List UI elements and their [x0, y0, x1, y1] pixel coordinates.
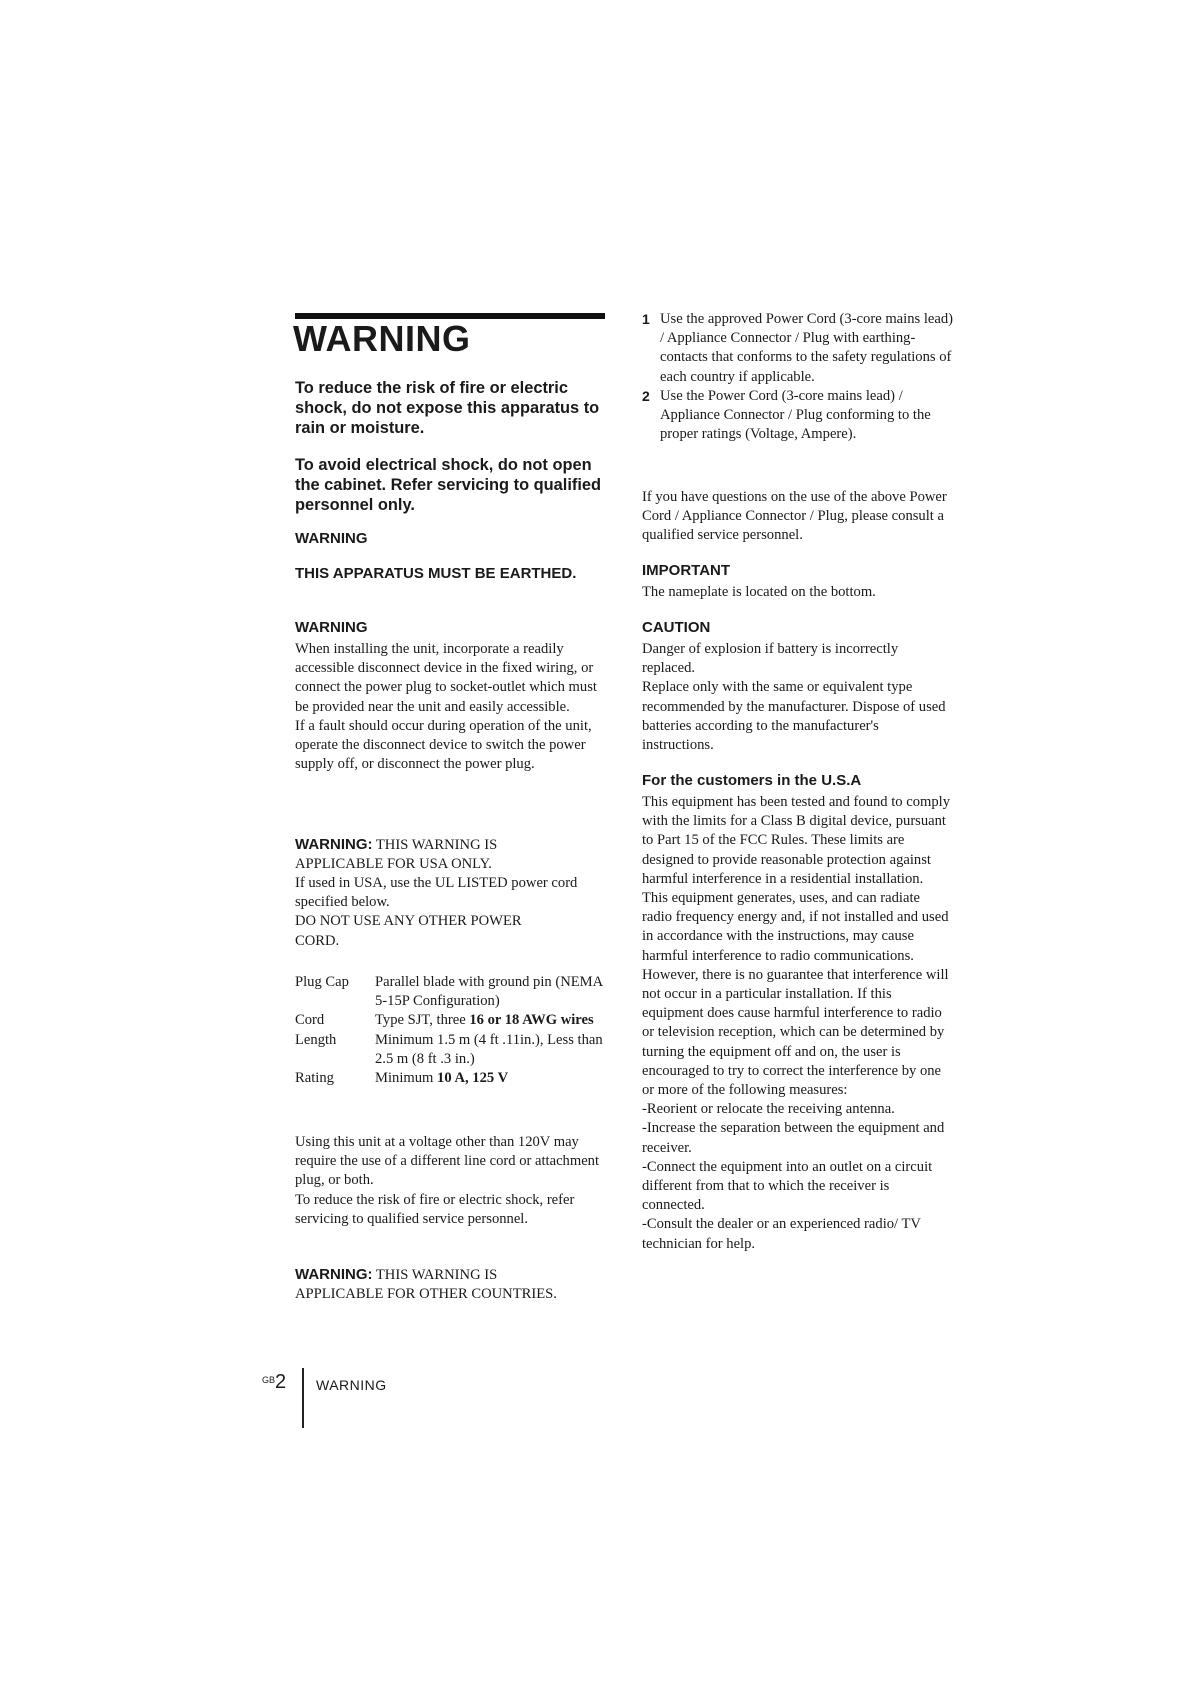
important-heading: IMPORTANT [642, 562, 731, 579]
risk-warning-lead: To reduce the risk of fire or electric shock, do not expose this apparatus to rain or moisture. [295, 379, 600, 437]
usa-warning-text [295, 874, 605, 951]
install-warning-paragraph: When installing the unit, incorporate a readily accessible disconnect device in the fixed wiring, or connect the power plug to socket-outlet which must be provided near the unit and easily accessible. [295, 641, 597, 715]
warning-heading-1: WARNING [295, 530, 368, 547]
voltage-paragraph: Using this unit at a voltage other than 120V may require the use of a different line cord or attachment plug, or both. [295, 1134, 600, 1189]
spec-row [295, 1011, 605, 1030]
caution-text [642, 640, 952, 755]
usa-warning-label: WARNING: [295, 836, 373, 853]
measure-item: -Reorient or relocate the receiving antenna. [642, 1101, 895, 1118]
caution-paragraph: Danger of explosion if battery is incorrectly replaced. [642, 641, 899, 677]
spec-row [295, 1031, 605, 1069]
other-countries-heading [295, 1265, 565, 1304]
questions-paragraph: If you have questions on the use of the above Power Cord / Appliance Connector / Plug, please consult a qualified service personnel. [642, 489, 947, 544]
usa-no-other-cord: DO NOT USE ANY OTHER POWER CORD. [295, 913, 522, 949]
servicing-paragraph: To reduce the risk of fire or electric shock, refer servicing to qualified service personnel. [295, 1191, 575, 1227]
shock-warning-lead: To avoid electrical shock, do not open the cabinet. Refer servicing to qualified personnel only. [295, 456, 602, 514]
usa-cord-paragraph: If used in USA, use the UL LISTED power cord specified below. [295, 875, 578, 911]
spec-key: Plug Cap [295, 974, 349, 990]
earthed-heading: THIS APPARATUS MUST BE EARTHED. [295, 565, 577, 582]
measure-item: -Connect the equipment into an outlet on a circuit different from that to which the receiver is connected. [642, 1158, 933, 1214]
spec-row [295, 1069, 605, 1088]
list-number: 1 [642, 311, 650, 327]
battery-paragraph: Replace only with the same or equivalent type recommended by the manufacturer. Dispose of used batteries according to the manufacturer's instructions. [642, 679, 946, 754]
page-number [262, 1371, 286, 1394]
usa-warning-label-rest: THIS WARNING IS APPLICABLE FOR USA ONLY. [295, 837, 498, 873]
spec-value-bold: 16 or 18 AWG wires [469, 1012, 594, 1029]
other-warning-label: WARNING: [295, 1266, 373, 1283]
list-item [642, 310, 954, 387]
page-title: WARNING [293, 318, 471, 359]
page-number-value: 2 [275, 1371, 287, 1393]
spec-value: Minimum [375, 1070, 438, 1087]
list-text: Use the approved Power Cord (3-core mains lead) / Appliance Connector / Plug with earthing-contacts that conforms to the safety regulations of each country if applicable. [660, 311, 953, 385]
footer-section-label: WARNING [316, 1377, 387, 1393]
spec-value: Type SJT, three [375, 1012, 470, 1029]
cord-spec-table [295, 973, 605, 1088]
list-number: 2 [642, 387, 650, 404]
spec-row [295, 973, 605, 1011]
spec-key: Rating [295, 1070, 334, 1087]
spec-value: Minimum 1.5 m (4 ft .11in.), Less than 2.5 m (8 ft .3 in.) [375, 1031, 603, 1067]
region-code: GB [262, 1375, 276, 1385]
warning-heading-2: WARNING [295, 619, 368, 636]
measure-item: -Consult the dealer or an experienced radio/ TV technician for help. [642, 1216, 921, 1252]
fcc-paragraph: This equipment has been tested and found to comply with the limits for a Class B digital device, pursuant to Part 15 of the FCC Rules. These limits are designed to provide reasonable protection against harmful interference in a residential installation. This equipment generates, uses, and can radiate radio frequency energy and, if not installed and used in accordance with the instructions, may cause harmful interference to radio communications. However, there is no guarantee that interference will not occur in a particular installation. If this equipment does cause harmful interference to radio or television reception, which can be determined by turning the equipment off and on, the user is encouraged to try to correct the interference by one or more of the following measures: [642, 794, 951, 1099]
fault-warning-paragraph: If a fault should occur during operation of the unit, operate the disconnect device to switch the power supply off, or disconnect the power plug. [295, 717, 592, 773]
power-cord-list [642, 310, 954, 444]
important-text: The nameplate is located on the bottom. [642, 584, 876, 600]
voltage-text [295, 1133, 605, 1229]
spec-value-bold: 10 A, 125 V [437, 1070, 509, 1087]
list-item [642, 387, 954, 445]
spec-key: Length [295, 1031, 337, 1048]
usa-warning-heading [295, 835, 585, 874]
other-warning-label-rest: THIS WARNING IS APPLICABLE FOR OTHER COUNTRIES. [295, 1267, 557, 1303]
spec-value: Parallel blade with ground pin (NEMA 5-15P Configuration) [375, 974, 603, 1010]
footer-divider [302, 1368, 304, 1428]
caution-heading: CAUTION [642, 619, 711, 636]
spec-key: Cord [295, 1012, 325, 1029]
fcc-text [642, 793, 952, 1254]
usa-customers-heading: For the customers in the U.S.A [642, 772, 862, 789]
list-text: Use the Power Cord (3-core mains lead) / Appliance Connector / Plug conforming to the proper ratings (Voltage, Ampere). [660, 387, 931, 443]
measure-item: -Increase the separation between the equipment and receiver. [642, 1120, 945, 1156]
install-warning-text [295, 640, 605, 774]
